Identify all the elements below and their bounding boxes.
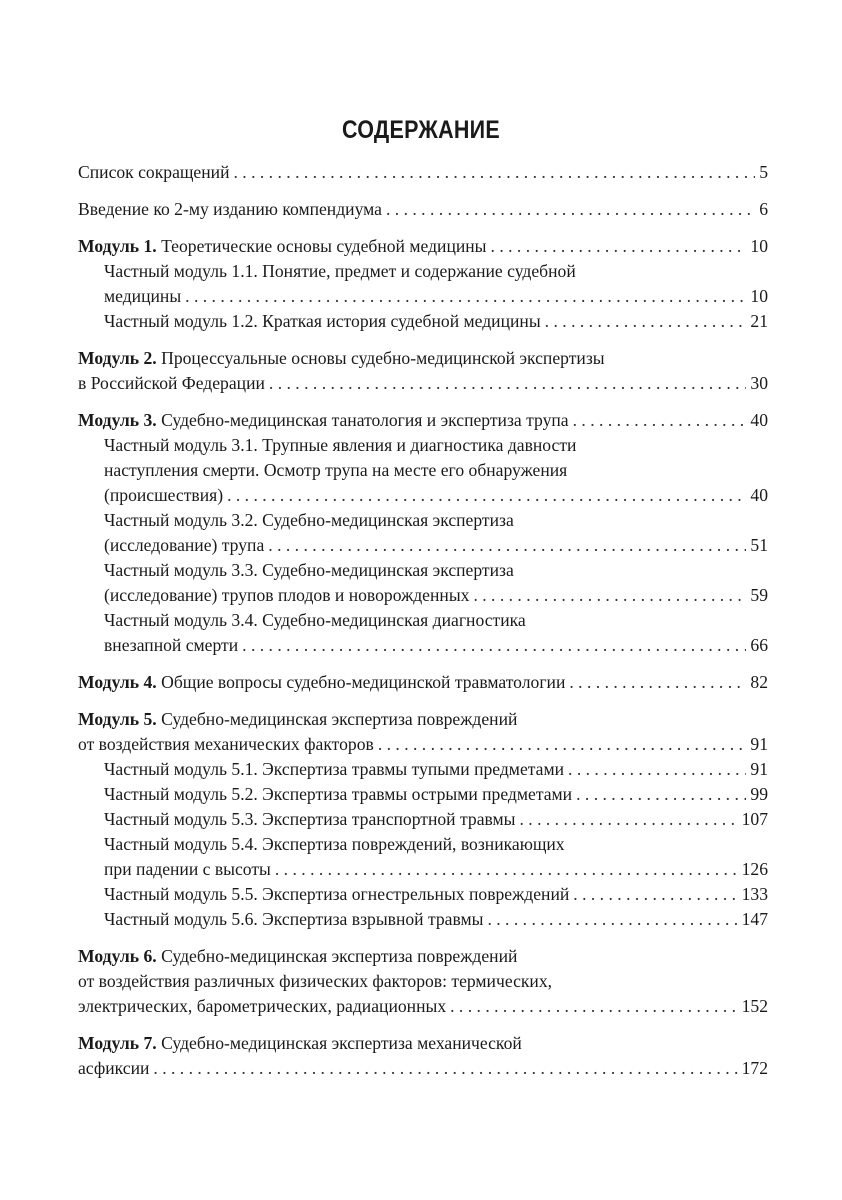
toc-entry-text: от воздействия различных физических факторов: термических,: [78, 971, 553, 991]
page-number: 126: [741, 859, 768, 879]
page-number: 30: [750, 373, 768, 393]
dot-leader: [545, 309, 747, 334]
toc-entry-last-line: [78, 670, 768, 695]
page-number: 99: [750, 784, 768, 804]
toc-entry-text-wrap: [104, 483, 223, 508]
toc-entry-text: в Российской Федерации: [78, 373, 265, 393]
toc-section: [78, 234, 768, 334]
toc-entry-last-line: [104, 757, 768, 782]
dot-leader: [569, 670, 746, 695]
module-number: Модуль 3.: [78, 410, 157, 430]
toc-entry-text-wrap: [104, 533, 264, 558]
toc-entry-text: (исследование) трупа: [104, 535, 265, 555]
toc-entry-last-line: [78, 197, 768, 222]
toc-entry-line: [104, 458, 768, 483]
toc-entry-last-line: [78, 994, 768, 1019]
toc-entry-text: Частный модуль 5.5. Экспертиза огнестрельных повреждений: [104, 884, 570, 904]
toc-entry-text-wrap: [78, 1056, 149, 1081]
toc-entry-last-line: [78, 1056, 768, 1081]
toc-entry[interactable]: [78, 408, 768, 433]
toc-entry-text-wrap: [104, 907, 483, 932]
toc-entry-last-line: [78, 371, 768, 396]
toc-entry-text-wrap: [78, 371, 265, 396]
toc-entry-text-wrap: [104, 309, 541, 334]
module-number: Модуль 4.: [78, 672, 157, 692]
toc-entry-text: медицины: [104, 286, 182, 306]
dot-leader: [491, 234, 747, 259]
toc-entry-text: Теоретические основы судебной медицины: [161, 236, 487, 256]
toc-entry-text-wrap: [78, 160, 229, 185]
dot-leader: [576, 782, 746, 807]
toc-subentry[interactable]: [78, 907, 768, 932]
table-of-contents: [78, 160, 768, 1093]
toc-entry-text-wrap: [104, 583, 469, 608]
toc-entry-line: [78, 969, 768, 994]
page-number: 82: [750, 672, 768, 692]
toc-entry-last-line: [104, 633, 768, 658]
toc-subentry[interactable]: [78, 608, 768, 658]
dot-leader: [185, 284, 746, 309]
toc-entry[interactable]: [78, 234, 768, 259]
page-number: 107: [741, 809, 768, 829]
toc-entry-text-wrap: [78, 197, 382, 222]
toc-entry-text-wrap: [78, 234, 487, 259]
toc-entry-text: наступления смерти. Осмотр трупа на месте его обнаружения: [104, 460, 568, 480]
toc-entry[interactable]: [78, 670, 768, 695]
dot-leader: [473, 583, 746, 608]
toc-entry-text-wrap: [78, 670, 565, 695]
toc-entry[interactable]: [78, 346, 768, 396]
toc-entry-text: Частный модуль 3.3. Судебно-медицинская экспертиза: [104, 560, 514, 580]
toc-subentry[interactable]: [78, 309, 768, 334]
dot-leader: [378, 732, 747, 757]
toc-entry-text: Судебно-медицинская экспертиза механической: [161, 1033, 522, 1053]
toc-section: [78, 670, 768, 695]
dot-leader: [386, 197, 755, 222]
toc-entry-text: от воздействия механических факторов: [78, 734, 374, 754]
toc-entry-line: [104, 508, 768, 533]
toc-subentry[interactable]: [78, 807, 768, 832]
dot-leader: [269, 371, 747, 396]
page-number: 152: [741, 996, 768, 1016]
toc-entry-text: Частный модуль 5.2. Экспертиза травмы острыми предметами: [104, 784, 573, 804]
toc-entry-text: Частный модуль 5.4. Экспертиза повреждений, возникающих: [104, 834, 565, 854]
toc-entry-text-wrap: [78, 732, 374, 757]
toc-entry-text: (исследование) трупов плодов и новорожденных: [104, 585, 470, 605]
toc-entry-text: Частный модуль 5.3. Экспертиза транспортной травмы: [104, 809, 516, 829]
page-number: 91: [750, 759, 768, 779]
toc-entry-last-line: [104, 782, 768, 807]
page-number: 10: [750, 286, 768, 306]
toc-entry-line: [104, 608, 768, 633]
toc-section: [78, 1031, 768, 1081]
toc-entry-last-line: [104, 907, 768, 932]
toc-entry-text: Частный модуль 1.1. Понятие, предмет и содержание судебной: [104, 261, 576, 281]
toc-entry-line: [78, 346, 768, 371]
toc-entry-text: Процессуальные основы судебно-медицинской экспертизы: [161, 348, 605, 368]
dot-leader: [450, 994, 737, 1019]
toc-entry-last-line: [78, 160, 768, 185]
page-number: 51: [750, 535, 768, 555]
toc-entry-text: Судебно-медицинская экспертиза повреждений: [161, 709, 518, 729]
toc-entry-text: Частный модуль 5.6. Экспертиза взрывной травмы: [104, 909, 484, 929]
toc-entry[interactable]: [78, 707, 768, 757]
toc-entry-last-line: [78, 408, 768, 433]
dot-leader: [573, 882, 737, 907]
module-number: Модуль 1.: [78, 236, 157, 256]
toc-entry-text: (происшествия): [104, 485, 224, 505]
toc-entry-text: электрических, барометрических, радиационных: [78, 996, 447, 1016]
toc-entry-text-wrap: [104, 633, 238, 658]
dot-leader: [268, 533, 746, 558]
toc-entry-last-line: [104, 583, 768, 608]
toc-entry-last-line: [78, 234, 768, 259]
dot-leader: [519, 807, 737, 832]
toc-subentry[interactable]: [78, 508, 768, 558]
toc-entry-text-wrap: [104, 284, 181, 309]
dot-leader: [153, 1056, 737, 1081]
toc-entry-line: [104, 259, 768, 284]
page-number: 147: [741, 909, 768, 929]
toc-entry-text: асфиксии: [78, 1058, 150, 1078]
toc-entry-last-line: [104, 807, 768, 832]
toc-entry[interactable]: [78, 944, 768, 1019]
toc-entry-text: Частный модуль 5.1. Экспертиза травмы тупыми предметами: [104, 759, 565, 779]
page-number: 40: [750, 485, 768, 505]
toc-entry-line: [78, 944, 768, 969]
toc-entry-text: Судебно-медицинская экспертиза повреждений: [161, 946, 518, 966]
toc-entry-last-line: [104, 882, 768, 907]
toc-entry-line: [78, 1031, 768, 1056]
toc-subentry[interactable]: [78, 433, 768, 508]
page-number: 21: [750, 311, 768, 331]
toc-section: [78, 707, 768, 932]
module-number: Модуль 7.: [78, 1033, 157, 1053]
page-number: 66: [750, 635, 768, 655]
toc-entry[interactable]: [78, 1031, 768, 1081]
toc-entry-line: [104, 433, 768, 458]
page-number: 40: [750, 410, 768, 430]
module-number: Модуль 6.: [78, 946, 157, 966]
toc-entry-last-line: [104, 309, 768, 334]
dot-leader: [487, 907, 737, 932]
toc-entry-text: Частный модуль 3.1. Трупные явления и диагностика давности: [104, 435, 577, 455]
toc-entry-text-wrap: [78, 408, 569, 433]
module-number: Модуль 2.: [78, 348, 157, 368]
toc-entry-text: внезапной смерти: [104, 635, 239, 655]
toc-entry-text: Частный модуль 1.2. Краткая история судебной медицины: [104, 311, 541, 331]
toc-entry-last-line: [104, 284, 768, 309]
toc-entry-text-wrap: [104, 807, 515, 832]
toc-entry-text: Введение ко 2-му изданию компендиума: [78, 199, 382, 219]
toc-subentry[interactable]: [78, 757, 768, 782]
module-number: Модуль 5.: [78, 709, 157, 729]
page-number: 10: [750, 236, 768, 256]
toc-entry-text: Общие вопросы судебно-медицинской травматологии: [161, 672, 566, 692]
toc-entry-text: Частный модуль 3.4. Судебно-медицинская диагностика: [104, 610, 526, 630]
toc-entry-text-wrap: [104, 757, 564, 782]
toc-entry[interactable]: [78, 160, 768, 185]
toc-entry-last-line: [104, 533, 768, 558]
toc-entry-text: Судебно-медицинская танатология и экспертиза трупа: [161, 410, 569, 430]
dot-leader: [568, 757, 746, 782]
toc-subentry[interactable]: [78, 259, 768, 309]
toc-section: [78, 408, 768, 658]
toc-subentry[interactable]: [78, 558, 768, 608]
page-title: СОДЕРЖАНИЕ: [341, 116, 500, 144]
toc-subentry[interactable]: [78, 782, 768, 807]
toc-entry-last-line: [78, 732, 768, 757]
toc-subentry[interactable]: [78, 832, 768, 882]
toc-entry-line: [104, 558, 768, 583]
toc-entry-line: [104, 832, 768, 857]
toc-entry[interactable]: [78, 197, 768, 222]
toc-section: [78, 944, 768, 1019]
dot-leader: [573, 408, 747, 433]
toc-entry-text-wrap: [104, 782, 572, 807]
page-number: 91: [750, 734, 768, 754]
toc-subentry[interactable]: [78, 882, 768, 907]
toc-entry-line: [78, 707, 768, 732]
toc-entry-text-wrap: [104, 882, 569, 907]
toc-entry-text-wrap: [104, 857, 271, 882]
toc-entry-text: при падении с высоты: [104, 859, 271, 879]
toc-entry-last-line: [104, 857, 768, 882]
toc-entry-last-line: [104, 483, 768, 508]
page-number: 133: [741, 884, 768, 904]
dot-leader: [242, 633, 746, 658]
page-number: 5: [759, 162, 768, 182]
toc-entry-text: Список сокращений: [78, 162, 230, 182]
page-number: 6: [759, 199, 768, 219]
page-number: 172: [741, 1058, 768, 1078]
toc-entry-text-wrap: [78, 994, 446, 1019]
toc-section: [78, 346, 768, 396]
toc-section: [78, 160, 768, 185]
dot-leader: [227, 483, 746, 508]
toc-section: [78, 197, 768, 222]
dot-leader: [233, 160, 755, 185]
toc-entry-text: Частный модуль 3.2. Судебно-медицинская экспертиза: [104, 510, 514, 530]
dot-leader: [275, 857, 738, 882]
page-number: 59: [750, 585, 768, 605]
